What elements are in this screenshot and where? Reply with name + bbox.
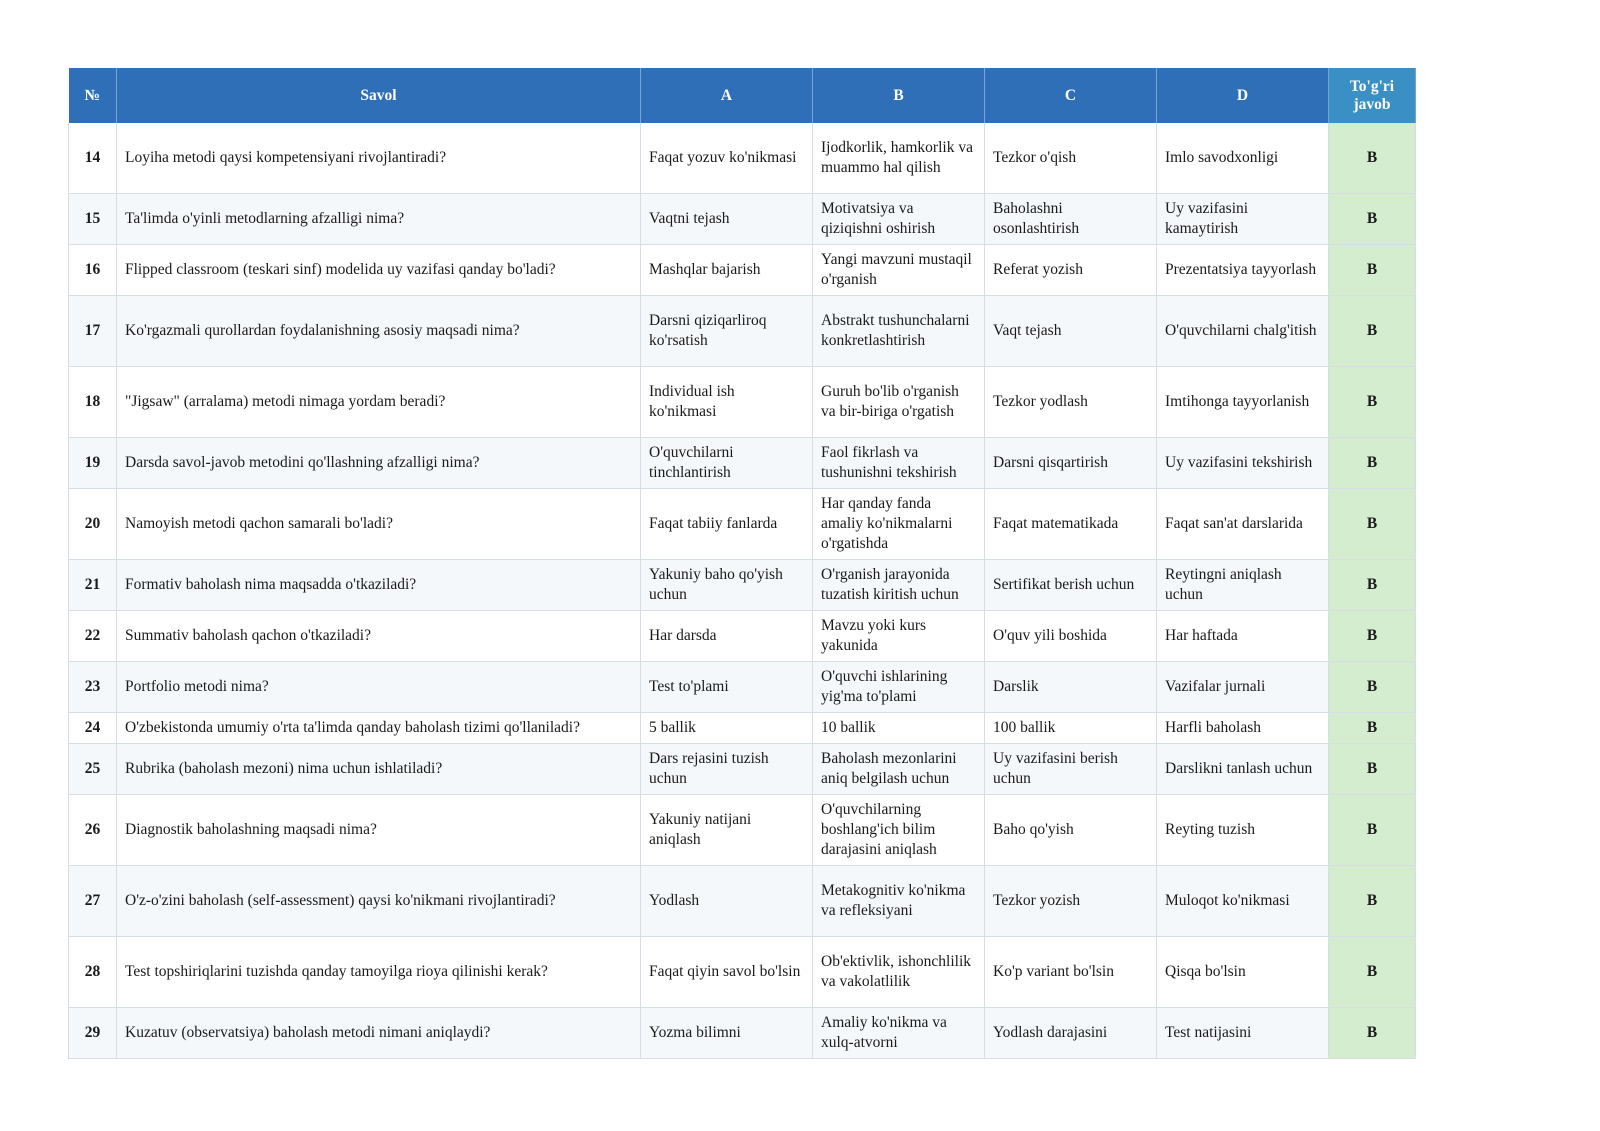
option-d: Uy vazifasini tekshirish [1157,438,1329,489]
row-number: 23 [69,662,117,713]
table-row [69,560,1416,611]
option-b: Guruh bo'lib o'rganish va bir-biriga o'rgatish [813,367,985,438]
correct-answer: B [1329,713,1416,744]
option-b: Abstrakt tushunchalarni konkretlashtirish [813,296,985,367]
question-text: O'zbekistonda umumiy o'rta ta'limda qanday baholash tizimi qo'llaniladi? [117,713,641,744]
option-b: Faol fikrlash va tushunishni tekshirish [813,438,985,489]
option-a: Vaqtni tejash [641,194,813,245]
correct-answer: B [1329,489,1416,560]
table-row [69,438,1416,489]
option-a: Yakuniy baho qo'yish uchun [641,560,813,611]
option-c: 100 ballik [985,713,1157,744]
table-row [69,1008,1416,1059]
table-row [69,611,1416,662]
correct-answer: B [1329,560,1416,611]
row-number: 15 [69,194,117,245]
option-b: O'quvchilarning boshlang'ich bilim darajasini aniqlash [813,795,985,866]
option-d: Reytingni aniqlash uchun [1157,560,1329,611]
option-a: 5 ballik [641,713,813,744]
table-row [69,866,1416,937]
option-c: Darsni qisqartirish [985,438,1157,489]
question-text: Ta'limda o'yinli metodlarning afzalligi nima? [117,194,641,245]
option-c: O'quv yili boshida [985,611,1157,662]
option-a: Har darsda [641,611,813,662]
option-c: Faqat matematikada [985,489,1157,560]
row-number: 14 [69,123,117,194]
question-text: "Jigsaw" (arralama) metodi nimaga yordam beradi? [117,367,641,438]
option-d: Har haftada [1157,611,1329,662]
question-text: Test topshiriqlarini tuzishda qanday tamoyilga rioya qilinishi kerak? [117,937,641,1008]
option-d: Muloqot ko'nikmasi [1157,866,1329,937]
option-d: Reyting tuzish [1157,795,1329,866]
correct-answer: B [1329,611,1416,662]
row-number: 28 [69,937,117,1008]
table-row [69,123,1416,194]
question-text: Summativ baholash qachon o'tkaziladi? [117,611,641,662]
option-b: 10 ballik [813,713,985,744]
row-number: 26 [69,795,117,866]
option-d: Prezentatsiya tayyorlash [1157,245,1329,296]
row-number: 16 [69,245,117,296]
correct-answer: B [1329,795,1416,866]
option-d: Vazifalar jurnali [1157,662,1329,713]
option-b: Baholash mezonlarini aniq belgilash uchun [813,744,985,795]
option-c: Darslik [985,662,1157,713]
correct-answer: B [1329,1008,1416,1059]
table-body [69,123,1416,1059]
option-b: Motivatsiya va qiziqishni oshirish [813,194,985,245]
question-text: Loyiha metodi qaysi kompetensiyani rivojlantiradi? [117,123,641,194]
option-a: Mashqlar bajarish [641,245,813,296]
option-b: O'quvchi ishlarining yig'ma to'plami [813,662,985,713]
option-c: Ko'p variant bo'lsin [985,937,1157,1008]
question-text: Flipped classroom (teskari sinf) modelida uy vazifasi qanday bo'ladi? [117,245,641,296]
option-c: Yodlash darajasini [985,1008,1157,1059]
correct-answer: B [1329,194,1416,245]
row-number: 24 [69,713,117,744]
header-correct-answer: To'g'ri javob [1329,68,1416,123]
correct-answer: B [1329,367,1416,438]
option-a: Yozma bilimni [641,1008,813,1059]
header-number: № [69,68,117,123]
row-number: 27 [69,866,117,937]
option-b: Yangi mavzuni mustaqil o'rganish [813,245,985,296]
option-d: O'quvchilarni chalg'itish [1157,296,1329,367]
option-d: Darslikni tanlash uchun [1157,744,1329,795]
option-a: Yodlash [641,866,813,937]
option-c: Baholashni osonlashtirish [985,194,1157,245]
option-a: Darsni qiziqarliroq ko'rsatish [641,296,813,367]
table-row [69,296,1416,367]
option-d: Uy vazifasini kamaytirish [1157,194,1329,245]
header-option-b: B [813,68,985,123]
header-option-a: A [641,68,813,123]
question-text: Rubrika (baholash mezoni) nima uchun ishlatiladi? [117,744,641,795]
row-number: 17 [69,296,117,367]
option-a: Faqat qiyin savol bo'lsin [641,937,813,1008]
header-question: Savol [117,68,641,123]
correct-answer: B [1329,123,1416,194]
option-a: Yakuniy natijani aniqlash [641,795,813,866]
option-d: Faqat san'at darslarida [1157,489,1329,560]
option-a: Test to'plami [641,662,813,713]
question-text: Portfolio metodi nima? [117,662,641,713]
question-text: Namoyish metodi qachon samarali bo'ladi? [117,489,641,560]
row-number: 29 [69,1008,117,1059]
correct-answer: B [1329,866,1416,937]
option-d: Imlo savodxonligi [1157,123,1329,194]
table-row [69,245,1416,296]
correct-answer: B [1329,296,1416,367]
row-number: 25 [69,744,117,795]
question-text: Ko'rgazmali qurollardan foydalanishning asosiy maqsadi nima? [117,296,641,367]
correct-answer: B [1329,937,1416,1008]
option-b: Ob'ektivlik, ishonchlilik va vakolatlilik [813,937,985,1008]
question-text: O'z-o'zini baholash (self-assessment) qaysi ko'nikmani rivojlantiradi? [117,866,641,937]
option-c: Uy vazifasini berish uchun [985,744,1157,795]
option-a: Dars rejasini tuzish uchun [641,744,813,795]
option-b: Ijodkorlik, hamkorlik va muammo hal qilish [813,123,985,194]
option-d: Harfli baholash [1157,713,1329,744]
option-c: Baho qo'yish [985,795,1157,866]
table-row [69,744,1416,795]
correct-answer: B [1329,438,1416,489]
table-row [69,937,1416,1008]
table-header [69,68,1416,123]
option-b: Har qanday fanda amaliy ko'nikmalarni o'rgatishda [813,489,985,560]
row-number: 18 [69,367,117,438]
option-b: Mavzu yoki kurs yakunida [813,611,985,662]
question-text: Diagnostik baholashning maqsadi nima? [117,795,641,866]
option-c: Sertifikat berish uchun [985,560,1157,611]
option-a: Faqat yozuv ko'nikmasi [641,123,813,194]
option-a: O'quvchilarni tinchlantirish [641,438,813,489]
option-c: Referat yozish [985,245,1157,296]
row-number: 21 [69,560,117,611]
row-number: 22 [69,611,117,662]
option-b: Metakognitiv ko'nikma va refleksiyani [813,866,985,937]
option-c: Tezkor o'qish [985,123,1157,194]
option-c: Vaqt tejash [985,296,1157,367]
table-row [69,194,1416,245]
option-d: Qisqa bo'lsin [1157,937,1329,1008]
header-option-d: D [1157,68,1329,123]
option-d: Imtihonga tayyorlanish [1157,367,1329,438]
table-row [69,489,1416,560]
header-option-c: C [985,68,1157,123]
option-a: Individual ish ko'nikmasi [641,367,813,438]
table-row [69,367,1416,438]
option-a: Faqat tabiiy fanlarda [641,489,813,560]
row-number: 20 [69,489,117,560]
question-text: Darsda savol-javob metodini qo'llashning afzalligi nima? [117,438,641,489]
question-text: Formativ baholash nima maqsadda o'tkaziladi? [117,560,641,611]
option-b: Amaliy ko'nikma va xulq-atvorni [813,1008,985,1059]
option-c: Tezkor yodlash [985,367,1157,438]
option-b: O'rganish jarayonida tuzatish kiritish uchun [813,560,985,611]
quiz-table [68,68,1416,1059]
option-d: Test natijasini [1157,1008,1329,1059]
correct-answer: B [1329,744,1416,795]
correct-answer: B [1329,662,1416,713]
correct-answer: B [1329,245,1416,296]
row-number: 19 [69,438,117,489]
table-row [69,795,1416,866]
question-text: Kuzatuv (observatsiya) baholash metodi nimani aniqlaydi? [117,1008,641,1059]
table-row [69,713,1416,744]
option-c: Tezkor yozish [985,866,1157,937]
table-row [69,662,1416,713]
